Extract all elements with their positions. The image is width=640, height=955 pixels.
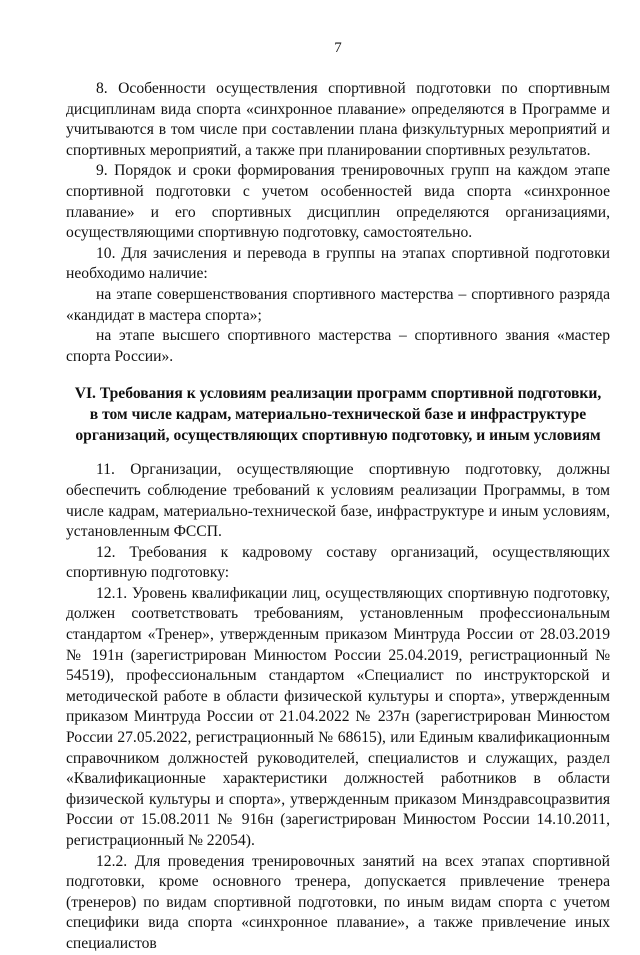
paragraph-8: 8. Особенности осуществления спортивной подготовки по спортивным дисциплинам вида спорта «синхронное плавание» определяются в Программе и учитываются в том числе при составлении плана физкультурных мероприятий и спортивных мероприятий, а также при планировании спортивных результатов. bbox=[66, 80, 610, 159]
paragraph-10-item-1: на этапе совершенствования спортивного мастерства – спортивного разряда «кандидат в мастера спорта»; bbox=[66, 285, 610, 324]
paragraph-9: 9. Порядок и сроки формирования тренировочных групп на каждом этапе спортивной подготовки с учетом особенностей вида спорта «синхронное плавание» и его спортивных дисциплин определяются организациями, осуществляющими спортивную подготовку, самостоятельно. bbox=[66, 162, 610, 242]
paragraph-12-2: 12.2. Для проведения тренировочных занятий на всех этапах спортивной подготовки, кроме основного тренера, допускается привлечение тренера (тренеров) по видам спортивной подготовки, по иным видам спорта с учетом специфики вида спорта «синхронное плавание», а также привлечение иных специалистов bbox=[66, 852, 610, 952]
paragraph-12: 12. Требования к кадровому составу организаций, осуществляющих спортивную подготовку: bbox=[66, 543, 610, 582]
paragraph-11: 11. Организации, осуществляющие спортивную подготовку, должны обеспечить соблюдение требований к условиям реализации Программы, в том числе кадрам, материально-технической базе, инфраструктуре и иным условиям, установленным ФССП. bbox=[66, 461, 610, 541]
section-heading-line-3: организаций, осуществляющих спортивную подготовку, и иным условиям bbox=[75, 427, 601, 445]
page-number: 7 bbox=[334, 40, 342, 56]
section-heading-line-2: в том числе кадрам, материально-технической базе и инфраструктуре bbox=[89, 406, 587, 424]
section-heading-line-1: VI. Требования к условиям реализации программ спортивной подготовки, bbox=[74, 385, 602, 403]
section-heading bbox=[66, 383, 610, 446]
paragraph-10: 10. Для зачисления и перевода в группы на этапах спортивной подготовки необходимо наличие: bbox=[66, 244, 610, 283]
paragraph-10-item-2: на этапе высшего спортивного мастерства – спортивного звания «мастер спорта России». bbox=[66, 327, 610, 365]
paragraph-12-1: 12.1. Уровень квалификации лиц, осуществляющих спортивную подготовку, должен соответствовать требованиям, установленным профессиональным стандартом «Тренер», утвержденным приказом Минтруда России от 28.03.2019 № 191н (зарегистрирован Минюстом России 25.04.2019, регистрационный № 54519), профессиональным стандартом «Специалист по инструкторской и методической работе в области физической культуры и спорта», утвержденным приказом Минтруда России от 21.04.2022 № 237н (зарегистрирован Минюстом России 27.05.2022, регистрационный № 68615), или Единым квалификационным справочником должностей руководителей, специалистов и служащих, раздел «Квалификационные характеристики должностей работников в области физической культуры и спорта», утвержденным приказом Минздравсоцразвития России от 15.08.2011 № 916н (зарегистрирован Минюстом России 14.10.2011, регистрационный № 22054). bbox=[66, 584, 610, 849]
